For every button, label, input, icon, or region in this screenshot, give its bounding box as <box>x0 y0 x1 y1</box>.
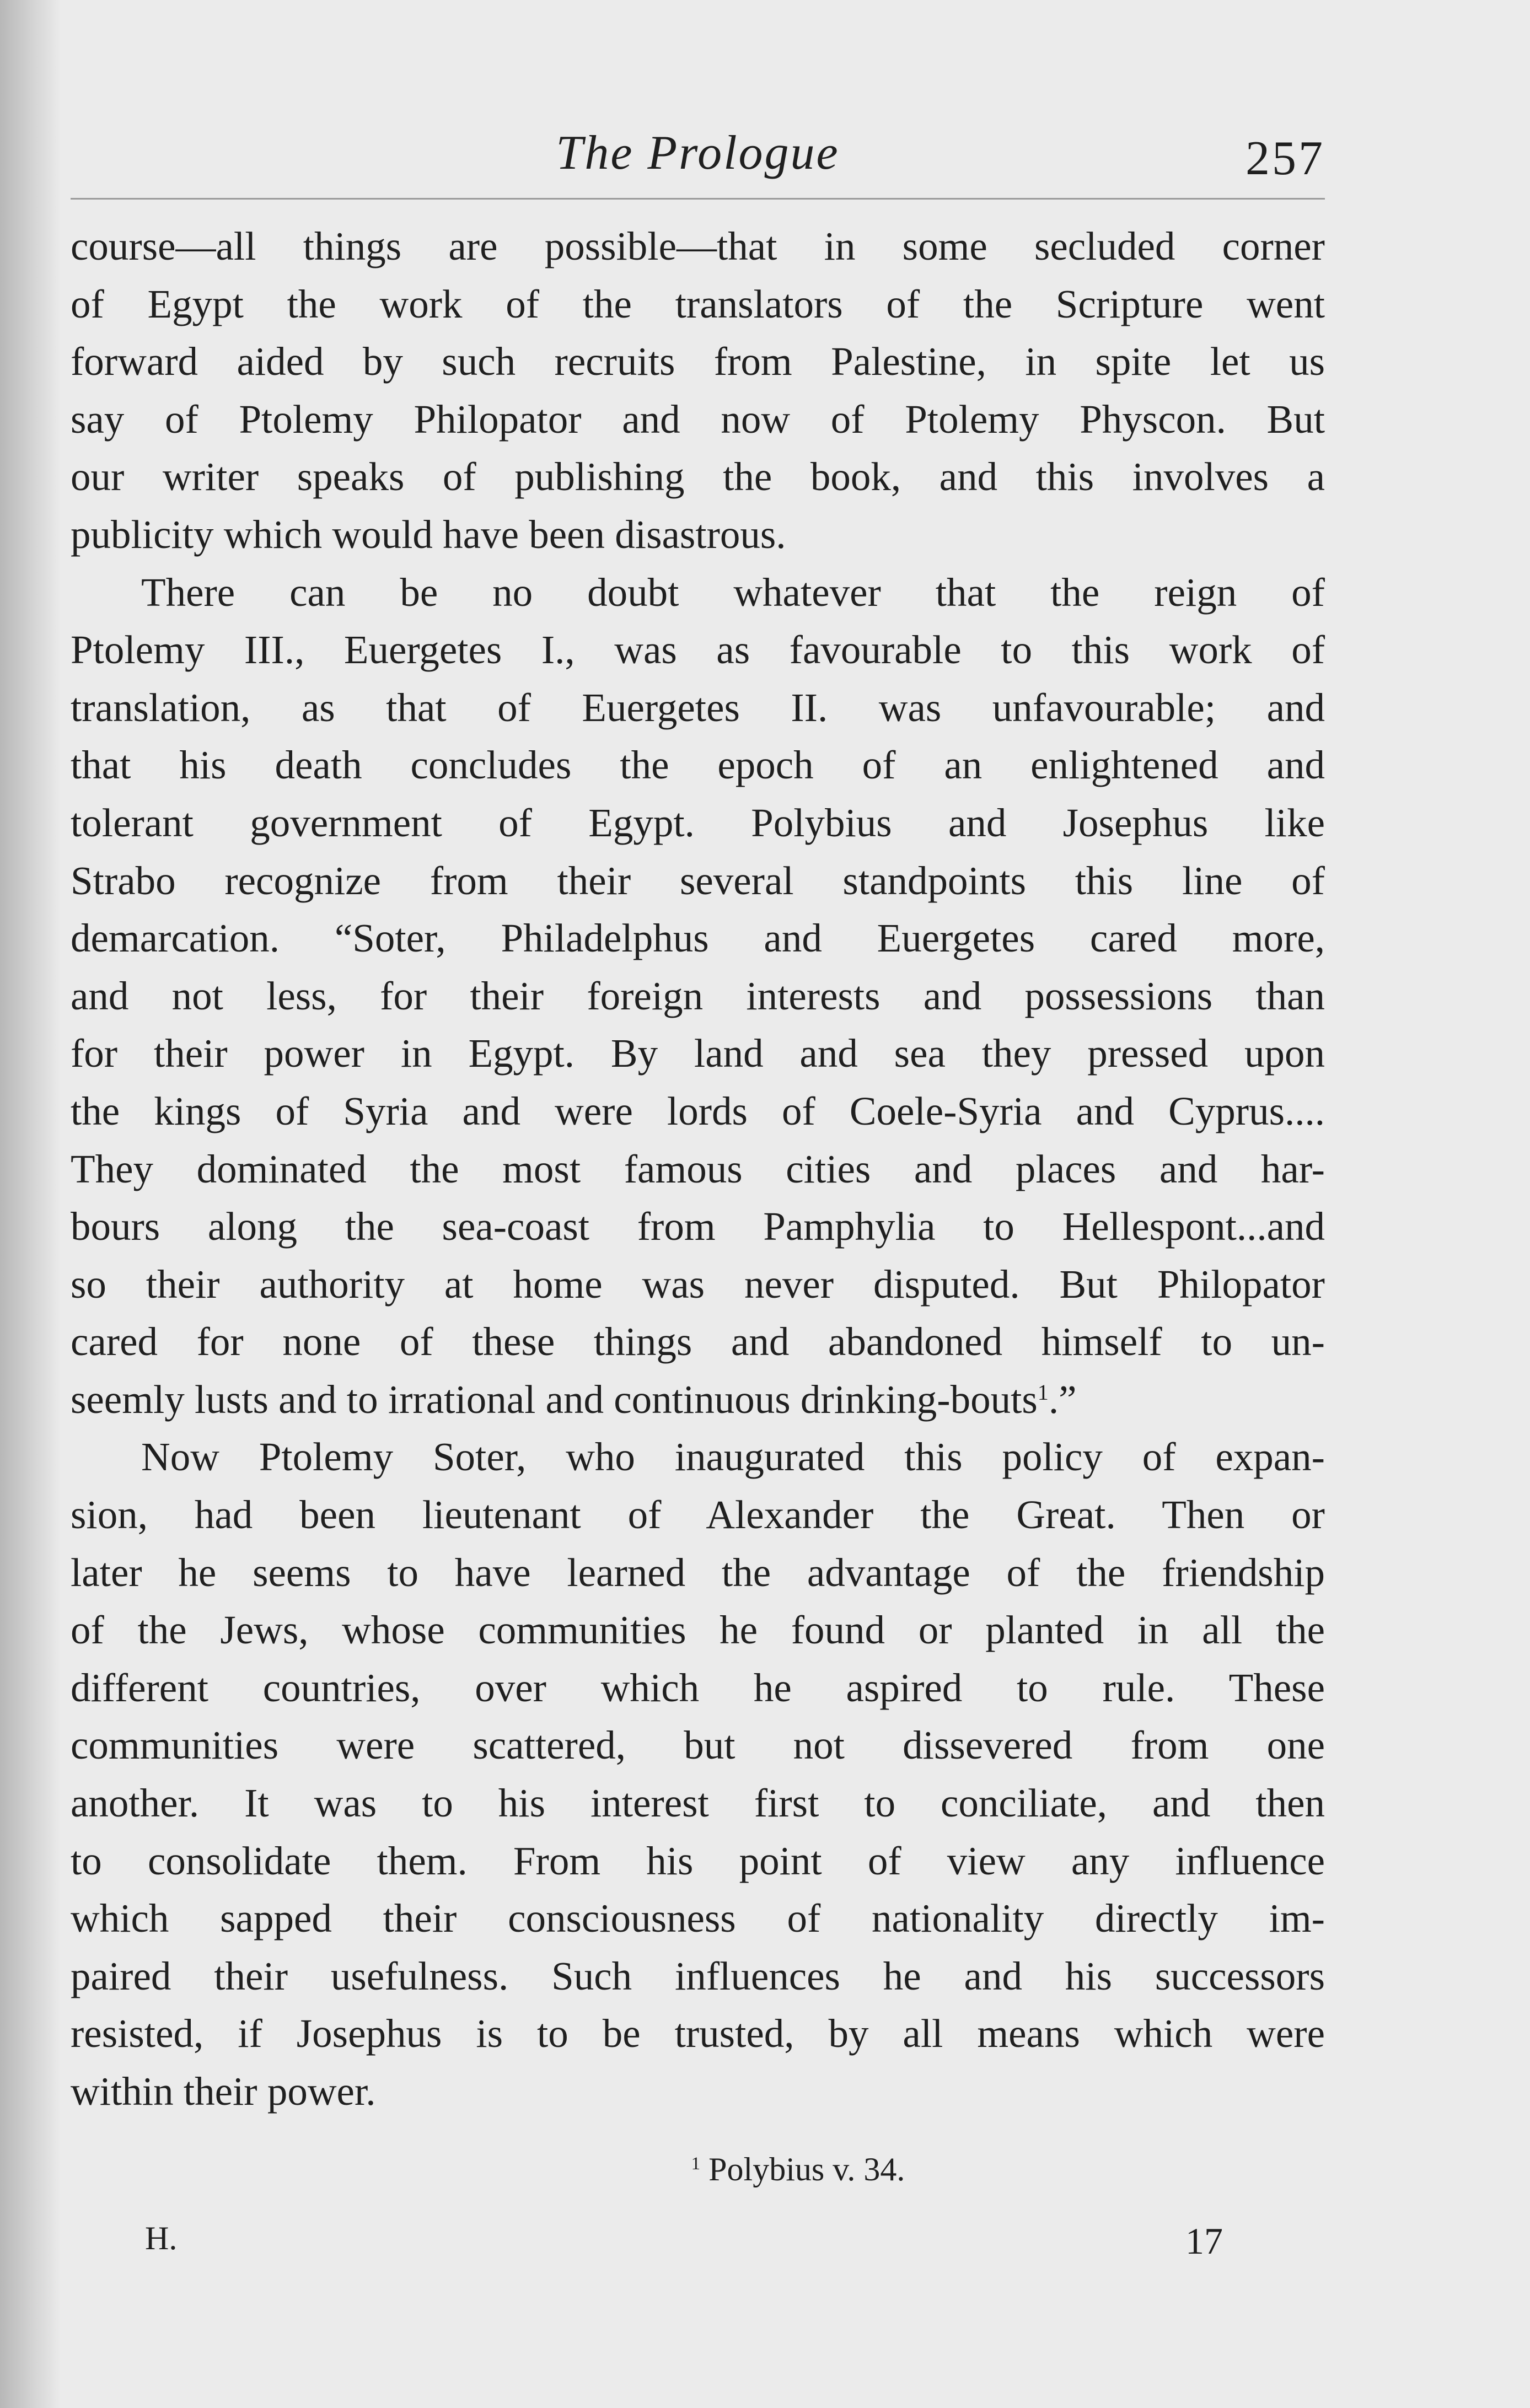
text-line: tolerant government of Egypt. Polybius and Josephus like <box>71 800 1325 845</box>
text-line: paired their usefulness. Such influences he and his successors <box>71 1953 1325 1998</box>
text-line: publicity which would have been disastrous. <box>71 512 786 557</box>
text-line: of the Jews, whose communities he found or planted in all the <box>71 1608 1325 1653</box>
text-line: for their power in Egypt. By land and sea they pressed upon <box>71 1031 1325 1076</box>
text-line: different countries, over which he aspired to rule. These <box>71 1665 1325 1710</box>
text-line: so their authority at home was never disputed. But Philopator <box>71 1261 1325 1307</box>
closing-quote: .” <box>1048 1377 1077 1422</box>
running-title: The Prologue <box>556 126 840 180</box>
header-rule <box>71 198 1325 200</box>
text-line: translation, as that of Euergetes II. was unfavourable; and <box>71 685 1325 730</box>
text-line: Now Ptolemy Soter, who inaugurated this policy of expan- <box>141 1434 1325 1480</box>
text-line: sion, had been lieutenant of Alexander the Great. Then or <box>71 1492 1325 1538</box>
text-line: later he seems to have learned the advantage of the friendship <box>71 1550 1325 1595</box>
text-line: another. It was to his interest first to conciliate, and then <box>71 1781 1325 1826</box>
footnote-reference: 1 <box>1037 1379 1049 1405</box>
text-line: of Egypt the work of the translators of the Scripture went <box>71 281 1325 326</box>
text-line: resisted, if Josephus is to be trusted, by all means which were <box>71 2011 1325 2056</box>
page-edge-shadow <box>0 0 61 2408</box>
text-line: course—all things are possible—that in some secluded corner <box>71 224 1325 268</box>
text-line: Strabo recognize from their several standpoints this line of <box>71 858 1325 903</box>
text-line: within their power. <box>71 2069 376 2114</box>
text-line: to consolidate them. From his point of view any influence <box>71 1838 1325 1883</box>
printer-signature: H. <box>145 2220 178 2256</box>
text-line: Ptolemy III., Euergetes I., was as favourable to this work of <box>71 627 1325 673</box>
text-line: and not less, for their foreign interests and possessions than <box>71 973 1325 1018</box>
text-line: demarcation. “Soter, Philadelphus and Euergetes cared more, <box>71 916 1325 961</box>
text-line: say of Ptolemy Philopator and now of Ptolemy Physcon. But <box>71 396 1325 442</box>
text-line: cared for none of these things and abandoned himself to un- <box>71 1319 1325 1364</box>
footnote-text: Polybius v. 34. <box>708 2151 905 2187</box>
text-line-content: seemly lusts and to irrational and continuous drinking-bouts <box>71 1377 1038 1422</box>
text-line: forward aided by such recruits from Palestine, in spite let us <box>71 339 1325 384</box>
sheet-number: 17 <box>1185 2220 1223 2262</box>
page-number: 257 <box>1246 132 1325 185</box>
text-line: communities were scattered, but not dissevered from one <box>71 1723 1325 1768</box>
text-line-with-footnote <box>71 1371 1325 1429</box>
text-line: our writer speaks of publishing the book, and this involves a <box>71 454 1325 499</box>
footnote-marker: 1 <box>691 2154 701 2174</box>
text-line: which sapped their consciousness of nationality directly im- <box>71 1896 1325 1941</box>
text-line: There can be no doubt whatever that the reign of <box>141 569 1325 615</box>
footnote <box>0 2147 1530 2191</box>
text-line: that his death concludes the epoch of an enlightened and <box>71 743 1325 788</box>
page-header <box>71 120 1325 186</box>
text-line: bours along the sea-coast from Pamphylia to Hellespont...and <box>71 1204 1325 1249</box>
text-line: the kings of Syria and were lords of Coele-Syria and Cyprus.... <box>71 1088 1325 1133</box>
body-text <box>71 218 1325 2121</box>
text-line: They dominated the most famous cities and places and har- <box>71 1146 1325 1191</box>
